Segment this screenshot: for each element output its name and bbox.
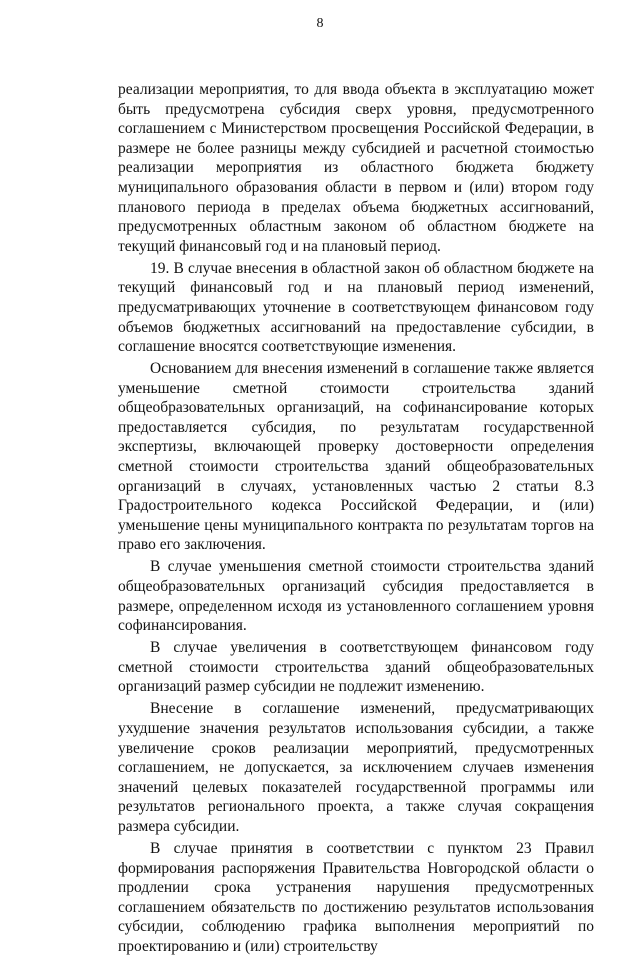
paragraph-item-19: 19. В случае внесения в областной закон об областном бюджете на текущий финансовый год и на плановый период изменений, предусматривающих уточнение в соответствующем финансовом году объемов бюджетных ассигнований на предоставление субсидии, в соглашение вносятся соответствующие изменения. xyxy=(118,259,594,356)
document-body xyxy=(118,80,594,959)
paragraph: В случае увеличения в соответствующем финансовом году сметной стоимости строительства зданий общеобразовательных организаций размер субсидии не подлежит изменению. xyxy=(118,639,594,696)
paragraph-continued: реализации мероприятия, то для ввода объекта в эксплуатацию может быть предусмотрена субсидия сверх уровня, предусмотренного соглашением с Министерством просвещения Российской Федерации, в размере не более разницы между субсидией и расчетной стоимостью реализации мероприятия из областного бюджета бюджету муниципального образования области в первом и (или) втором году планового периода в пределах объема бюджетных ассигнований, предусмотренных областным законом об областном бюджете на текущий финансовый год и на плановый период. xyxy=(118,81,594,255)
page-number: 8 xyxy=(316,16,324,31)
paragraph: Внесение в соглашение изменений, предусматривающих ухудшение значения результатов использования субсидии, а также увеличение сроков реализации мероприятий, предусмотренных соглашением, не допускается, за исключением случаев изменения значений целевых показателей государственной программы или результатов регионального проекта, а также случая сокращения размера субсидии. xyxy=(118,700,594,835)
paragraph: В случае принятия в соответствии с пунктом 23 Правил формирования распоряжения Правительства Новгородской области о продлении срока устранения нарушения предусмотренных соглашением обязательств по достижению результатов использования субсидии, соблюдению графика выполнения мероприятий по проектированию и (или) строительству xyxy=(118,839,594,955)
paragraph: В случае уменьшения сметной стоимости строительства зданий общеобразовательных организаций субсидия предоставляется в размере, определенном исходя из установленного соглашением уровня софинансирования. xyxy=(118,558,594,635)
paragraph: Основанием для внесения изменений в соглашение также является уменьшение сметной стоимости строительства зданий общеобразовательных организаций, на софинансирование которых предоставляется субсидия, по результатам государственной экспертизы, включающей проверку достоверности определения сметной стоимости строительства зданий общеобразовательных организаций в случаях, установленных частью 2 статьи 8.3 Градостроительного кодекса Российской Федерации, и (или) уменьшение цены муниципального контракта по результатам торгов на право его заключения. xyxy=(118,360,594,554)
